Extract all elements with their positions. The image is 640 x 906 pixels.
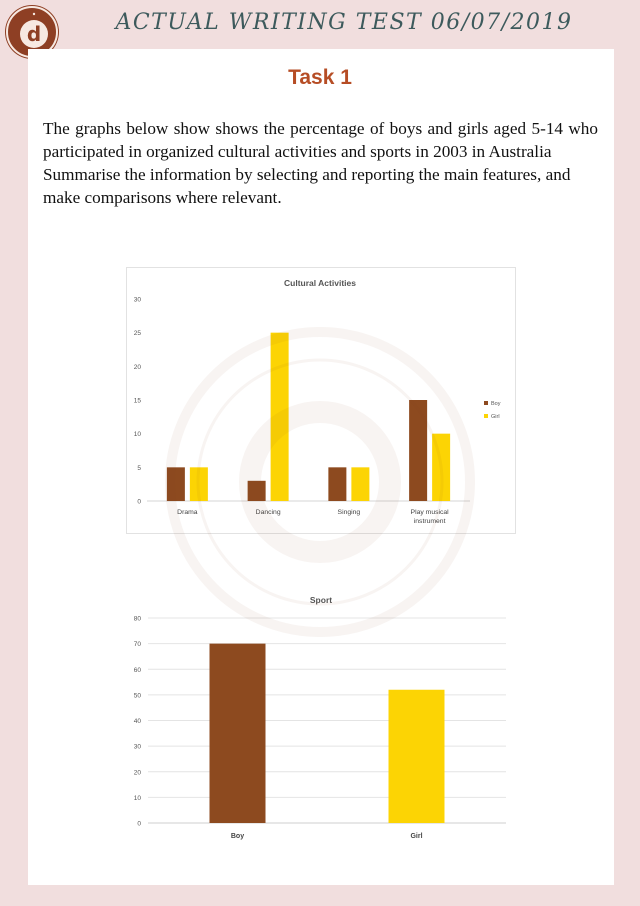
task-description: The graphs below show shows the percentage of boys and girls aged 5-14 who participated in organized cultural activities and sports in 2003 in Australia — [43, 119, 598, 161]
x-tick-label-girl: Girl — [410, 833, 423, 840]
bar-singing-boy — [328, 467, 346, 501]
svg-text:d: d — [26, 22, 42, 46]
legend-swatch-boy — [484, 401, 488, 405]
x-tick-label-singing: Singing — [337, 509, 361, 516]
bar-drama-boy — [167, 467, 185, 501]
y-tick-label: 20 — [133, 363, 141, 371]
bar-girl — [389, 690, 445, 823]
legend-label-boy: Boy — [491, 401, 501, 407]
cultural-activities-chart — [126, 267, 516, 534]
bar-dancing-boy — [248, 481, 266, 501]
cultural-chart-svg — [127, 268, 515, 533]
bar-dancing-girl — [271, 333, 289, 501]
y-tick-label: 0 — [137, 498, 141, 506]
sport-chart-svg — [126, 588, 516, 846]
task-directive: Summarise the information by selecting and reporting the main features, and make comparisons where relevant. — [43, 165, 571, 207]
y-tick-label: 60 — [133, 666, 141, 674]
y-tick-label: 0 — [137, 820, 141, 828]
bar-play-musical-instrument-boy — [409, 400, 427, 501]
x-tick-label-play-musical-instrument: Play musical — [410, 509, 449, 516]
y-tick-label: 70 — [133, 641, 141, 649]
sport-chart — [126, 588, 516, 846]
y-tick-label: 30 — [133, 743, 141, 751]
y-tick-label: 80 — [133, 615, 141, 623]
y-tick-label: 5 — [137, 464, 141, 472]
task-title: Task 1 — [288, 66, 352, 89]
y-tick-label: 20 — [133, 769, 141, 777]
legend-swatch-girl — [484, 414, 488, 418]
x-tick-label-play-musical-instrument: instrument — [413, 518, 446, 525]
legend-label-girl: Girl — [491, 414, 500, 420]
x-tick-label-drama: Drama — [177, 509, 198, 516]
bar-singing-girl — [351, 467, 369, 501]
y-tick-label: 10 — [133, 431, 141, 439]
bar-boy — [210, 644, 266, 823]
y-tick-label: 50 — [133, 692, 141, 700]
y-tick-label: 40 — [133, 718, 141, 725]
page-header-title: ACTUAL WRITING TEST 06/07/2019 — [115, 10, 573, 35]
x-tick-label-dancing: Dancing — [255, 509, 281, 516]
y-tick-label: 30 — [133, 296, 141, 304]
x-tick-label-boy: Boy — [230, 833, 245, 840]
y-tick-label: 25 — [133, 330, 141, 338]
chart-title: Cultural Activities — [284, 278, 356, 288]
task-instructions — [43, 117, 598, 209]
y-tick-label: 10 — [133, 794, 141, 802]
bar-drama-girl — [190, 467, 208, 501]
y-tick-label: 15 — [133, 397, 141, 405]
bar-play-musical-instrument-girl — [432, 434, 450, 501]
chart-title: Sport — [309, 595, 333, 605]
